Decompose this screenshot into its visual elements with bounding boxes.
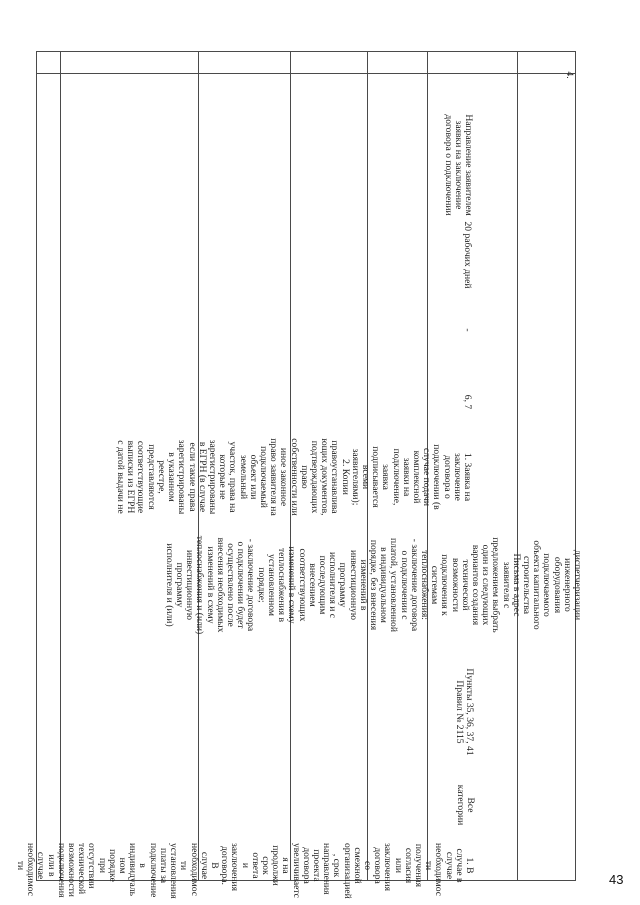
documents-line: подключаемый bbox=[257, 446, 269, 508]
documents-line: 2. Копии bbox=[339, 459, 351, 495]
table-right-border bbox=[575, 51, 576, 881]
page-number: 43 bbox=[609, 872, 624, 887]
documents-line: право bbox=[298, 465, 310, 489]
result-line: подключения к bbox=[439, 554, 451, 616]
documents-line: правоустанавлива bbox=[329, 440, 341, 514]
result-line: технической bbox=[459, 559, 471, 611]
notes-line: я на продолжи bbox=[270, 845, 292, 886]
procedure-line: заявки на заключение bbox=[452, 120, 464, 210]
result-line: строительства bbox=[520, 555, 532, 615]
result-line: теплоснабжения: bbox=[418, 550, 430, 620]
documents-line: собственности или bbox=[288, 438, 300, 516]
notes-line: необходимос bbox=[188, 843, 200, 897]
notes-line: в bbox=[137, 863, 149, 868]
documents-line: право заявителя на bbox=[268, 438, 280, 516]
notes-line: , срок bbox=[331, 853, 343, 878]
result-line: теплоснабжения и (или) инвестиционную bbox=[184, 535, 206, 635]
legal-basis-line: Пункты 35, 36, 37, 41 bbox=[464, 668, 475, 756]
notes-line: заключения bbox=[382, 843, 394, 892]
documents-line: земельный bbox=[237, 454, 249, 500]
notes-line: подключения bbox=[55, 843, 67, 898]
table-left-border bbox=[36, 51, 37, 881]
column-divider bbox=[60, 51, 61, 881]
notes-line: проекта bbox=[310, 849, 322, 882]
legal-basis-line: Правил № 2115 bbox=[453, 680, 465, 744]
text-block bbox=[115, 432, 472, 522]
procedure-line: договора о подключении bbox=[442, 114, 454, 216]
documents-line: всеми bbox=[359, 464, 371, 490]
notes-line: договора. В bbox=[208, 846, 231, 885]
result-line: внесения необходимых bbox=[214, 537, 226, 633]
applicants-line: категории bbox=[454, 784, 466, 826]
documents-line: соответствующие bbox=[135, 440, 147, 514]
notes-line: необходимос bbox=[25, 843, 37, 897]
result-line: теплоснабжения в bbox=[276, 547, 288, 623]
documents-line: иное законное bbox=[278, 447, 290, 507]
documents-cell bbox=[115, 432, 472, 522]
documents-line: которые не bbox=[217, 454, 229, 500]
result-line: один из следующих bbox=[480, 544, 492, 626]
documents-line: заявка bbox=[380, 464, 392, 490]
result-line: инженерного bbox=[561, 558, 573, 612]
documents-line: ющих документов, bbox=[319, 438, 331, 516]
result-line: диспетчеризации bbox=[572, 549, 583, 621]
documents-line: зарегистрированы bbox=[206, 439, 218, 515]
notes-cell bbox=[15, 843, 475, 899]
documents-line: если такие права bbox=[186, 442, 198, 512]
documents-line: заявителями); bbox=[349, 448, 361, 506]
notes-line: 1. В случае в bbox=[453, 848, 475, 883]
result-line: порядке; bbox=[255, 567, 267, 603]
notes-line: направления bbox=[321, 843, 333, 895]
result-line: в индивидуальном bbox=[378, 547, 390, 623]
notes-line: договора bbox=[300, 847, 312, 884]
result-line: - заключение договора bbox=[408, 538, 420, 632]
notes-line: организацией bbox=[341, 843, 353, 899]
notes-line: платы за bbox=[157, 847, 169, 884]
result-line: заявителя с bbox=[500, 561, 512, 609]
documents-line: заявки на bbox=[400, 457, 412, 497]
notes-line: ти bbox=[15, 860, 27, 871]
notes-line: и заключения bbox=[229, 843, 251, 892]
notes-line: при bbox=[96, 857, 108, 874]
documents-line: договора о bbox=[441, 455, 453, 499]
result-line: Письма в адрес bbox=[510, 553, 522, 617]
procedure-line: Направление заявителем bbox=[463, 114, 474, 216]
result-line: осуществлено после bbox=[225, 543, 237, 627]
result-line: изменений в схему bbox=[286, 546, 298, 624]
result-line: порядке, без внесения bbox=[367, 539, 379, 631]
notes-line: возможности bbox=[66, 843, 78, 897]
result-line: инвестиционную bbox=[347, 549, 359, 621]
notes-line: договора со bbox=[361, 847, 384, 884]
table-top-border bbox=[36, 51, 575, 52]
result-line: о подключении будет bbox=[235, 541, 247, 629]
term-cell bbox=[462, 215, 472, 295]
notes-line: смежной bbox=[351, 847, 363, 884]
result-line: изменений в bbox=[357, 559, 369, 611]
applicants-line: Все bbox=[465, 797, 476, 813]
notes-line: индивидуаль bbox=[127, 843, 139, 897]
result-line: внесением bbox=[306, 563, 318, 607]
documents-line: подключение, bbox=[390, 448, 402, 506]
notes-line: срок ответа bbox=[249, 852, 271, 879]
notes-line: согласия или bbox=[392, 847, 414, 884]
section-cell bbox=[462, 382, 472, 422]
text-block bbox=[164, 520, 582, 650]
fee-cell bbox=[462, 320, 472, 340]
result-line: - заключение договора bbox=[245, 538, 257, 632]
documents-line: подключении (в bbox=[431, 444, 443, 510]
result-line: исполнителя и с bbox=[327, 551, 339, 619]
documents-line: объект или bbox=[247, 454, 259, 500]
documents-line: подтверждающих bbox=[308, 440, 320, 514]
fee-text: - bbox=[462, 328, 473, 332]
result-line: программу bbox=[337, 562, 349, 608]
result-line: установленном bbox=[265, 554, 277, 616]
notes-line: случае bbox=[198, 851, 210, 880]
result-line: вариантов создания bbox=[469, 544, 481, 626]
result-line: платой, установленной bbox=[388, 538, 400, 632]
result-line: системам bbox=[429, 565, 441, 605]
result-line: последующим bbox=[316, 555, 328, 615]
notes-line: ном порядке bbox=[106, 849, 129, 882]
column-divider bbox=[517, 51, 518, 881]
documents-line: 1. Заявка на bbox=[462, 452, 473, 502]
documents-line: в указанном bbox=[166, 452, 178, 502]
row-number: 4. bbox=[564, 71, 575, 79]
documents-line: подписывается bbox=[370, 446, 382, 508]
notes-line: ти получения bbox=[412, 843, 435, 888]
notes-line: случае bbox=[443, 851, 455, 880]
result-line: программу bbox=[174, 562, 186, 608]
notes-line: увеличиваетс bbox=[290, 843, 302, 898]
notes-line: или в случае bbox=[35, 851, 57, 880]
documents-line: случае подачи bbox=[421, 448, 433, 506]
notes-line: ти bbox=[178, 860, 190, 871]
notes-line: необходимос bbox=[433, 843, 445, 897]
notes-line: отсутствии bbox=[86, 843, 98, 889]
result-cell bbox=[164, 520, 582, 650]
documents-line: зарегистрированы bbox=[176, 439, 188, 515]
notes-line: технической bbox=[76, 843, 88, 895]
applicants-cell bbox=[455, 775, 475, 835]
documents-line: комплексной bbox=[410, 450, 422, 504]
documents-line: выписки из ЕГРН bbox=[125, 440, 137, 514]
section-text: 6, 7 bbox=[462, 394, 473, 410]
row-top-border bbox=[36, 73, 575, 74]
result-line: исполнителя и (или) bbox=[163, 543, 175, 627]
result-line: изменений в схему bbox=[204, 546, 216, 624]
documents-line: участок, права на bbox=[227, 441, 239, 513]
documents-line: в ЕГРН (в случае bbox=[196, 441, 208, 513]
result-line: соответствующих bbox=[296, 548, 308, 622]
notes-line: установления bbox=[168, 843, 180, 899]
documents-line: заключение bbox=[451, 453, 463, 501]
documents-line: представляются bbox=[145, 444, 157, 510]
documents-line: реестре, bbox=[155, 460, 167, 494]
legal-basis-cell bbox=[454, 652, 474, 772]
result-line: предложением выбрать bbox=[490, 537, 502, 633]
term-text: 20 рабочих дней bbox=[462, 221, 473, 289]
result-line: о подключении с bbox=[398, 550, 410, 620]
result-line: подключаемого bbox=[541, 553, 553, 617]
result-line: объекта капитального bbox=[531, 540, 543, 630]
result-line: возможности bbox=[449, 558, 461, 612]
documents-line: с датой выдачи не bbox=[115, 440, 127, 514]
notes-line: подключение bbox=[147, 843, 159, 898]
text-block bbox=[15, 843, 475, 899]
row-number-cell bbox=[564, 60, 574, 90]
result-line: оборудования bbox=[551, 556, 563, 614]
